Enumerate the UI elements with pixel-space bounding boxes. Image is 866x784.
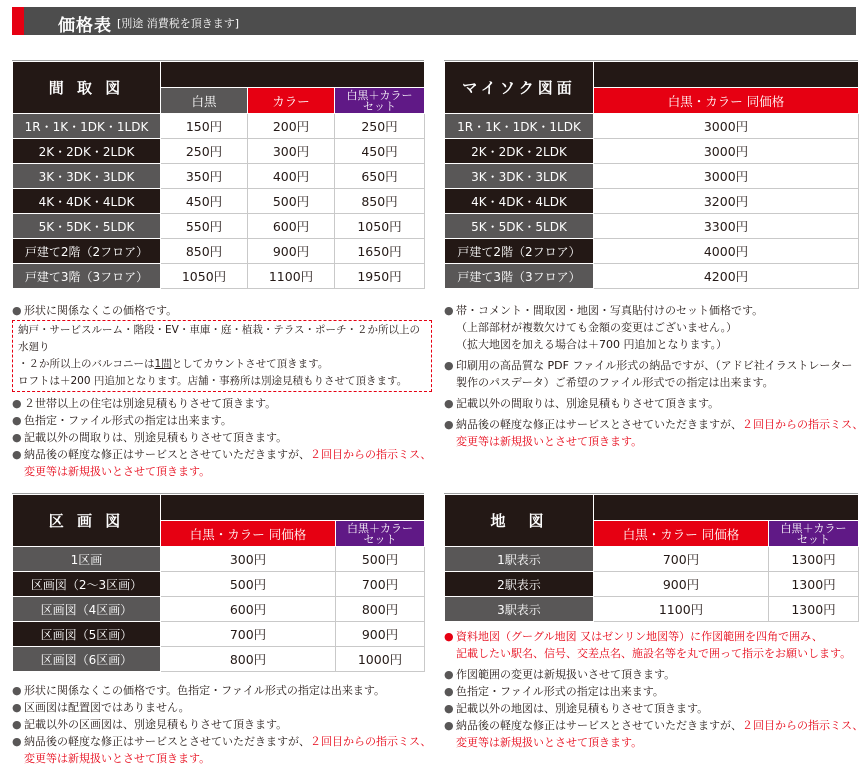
- madori-title: 間 取 図: [13, 62, 161, 114]
- mysoku-notes: [444, 302, 864, 450]
- mysoku-col-same: 白黒・カラー 同価格: [594, 88, 859, 114]
- madori-notes: [12, 302, 432, 480]
- page-subtitle: [別途 消費税を頂きます]: [117, 17, 240, 30]
- chizu-col-set: 白黒＋カラー セット: [769, 521, 859, 547]
- table-row: 3K・3DK・3LDK 350円 400円 650円: [13, 164, 425, 189]
- bullet-icon: ●: [444, 359, 454, 372]
- chizu-notes: [444, 628, 866, 751]
- bullet-icon: ●: [444, 668, 454, 681]
- note-item: ● 印刷用の高品質な PDF ファイル形式の納品ですが、（アドビ社イラストレーター 製作のパスデータ）ご希望のファイル形式での指定は出来ます。: [444, 359, 853, 389]
- madori-table: [12, 61, 425, 289]
- madori-col-color: カラー: [248, 88, 335, 114]
- note-item: ● 納品後の軽度な修正はサービスとさせていただきますが、２回目からの指示ミス、 変更等は新規扱いとさせて頂きます。: [12, 448, 432, 478]
- table-row: 戸建て2階（2フロア） 4000円: [445, 239, 859, 264]
- bullet-icon: ●: [444, 304, 454, 317]
- bullet-icon: ●: [12, 701, 22, 714]
- mysoku-title: マイソク図面: [445, 62, 594, 114]
- table-row: 2駅表示 900円 1300円: [445, 572, 859, 597]
- note-item: ● 帯・コメント・間取図・地図・写真貼付けのセット価格です。 （上部部材が複数欠けても金額の変更はございません。） （拡大地図を加える場合は＋700 円追加となります。）: [444, 304, 764, 351]
- note-item: ● 作図範囲の変更は新規扱いさせて頂きます。: [444, 668, 676, 681]
- kukaku-notes: [12, 682, 432, 767]
- kukaku-col-same: 白黒・カラー 同価格: [161, 521, 336, 547]
- note-item: ● 記載以外の間取りは、別途見積もりさせて頂きます。: [12, 431, 288, 444]
- table-row: 3駅表示 1100円 1300円: [445, 597, 859, 622]
- note-item: ● 記載以外の間取りは、別途見積もりさせて頂きます。: [444, 397, 720, 410]
- note-item: ● 記載以外の地図は、別途見積もりさせて頂きます。: [444, 702, 709, 715]
- note-item: ● 区画図は配置図ではありません。: [12, 701, 190, 714]
- table-row: 1区画 300円 500円: [13, 547, 425, 572]
- note-item: ● 資料地図（グーグル地図 又はゼンリン地図等）に作図範囲を四角で囲み、 記載したい駅名、信号、交差点名、施設名等を丸で囲って指示をお願いします。: [444, 630, 852, 660]
- bullet-icon: ●: [12, 414, 22, 427]
- table-row: 2K・2DK・2LDK 250円 300円 450円: [13, 139, 425, 164]
- bullet-icon: ●: [12, 448, 22, 461]
- note-item: ● 形状に関係なくこの価格です。: [12, 304, 178, 317]
- bullet-icon: ●: [12, 684, 22, 697]
- table-row: 戸建て2階（2フロア） 850円 900円 1650円: [13, 239, 425, 264]
- madori-col-bw: 白黒: [161, 88, 248, 114]
- note-box: 納戸・サービスルーム・階段・EV・車庫・庭・植栽・テラス・ポーチ・２か所以上の水廻り ・２か所以上のバルコニーは1間としてカウントさせて頂きます。 ロフトは＋200 円追加となります。店舗・事務所は別途見積もりさせて頂きます。: [12, 320, 432, 392]
- table-row: 1R・1K・1DK・1LDK 3000円: [445, 114, 859, 139]
- kukaku-head-band: [161, 495, 425, 521]
- table-row: 区画図（2〜3区画） 500円 700円: [13, 572, 425, 597]
- page-title: 価格表: [58, 16, 112, 36]
- table-row: 戸建て3階（3フロア） 4200円: [445, 264, 859, 289]
- mysoku-head-band: [594, 62, 859, 88]
- chizu-head-band: [594, 495, 859, 521]
- note-box-line: ・２か所以上のバルコニーは1間としてカウントさせて頂きます。: [18, 358, 329, 370]
- chizu-col-same: 白黒・カラー 同価格: [594, 521, 769, 547]
- chizu-title: 地 図: [445, 495, 594, 547]
- kukaku-table: [12, 494, 425, 672]
- table-row: 4K・4DK・4LDK 3200円: [445, 189, 859, 214]
- bullet-icon: ●: [12, 304, 22, 317]
- bullet-icon: ●: [444, 685, 454, 698]
- header-accent: [12, 7, 24, 35]
- table-row: 1R・1K・1DK・1LDK 150円 200円 250円: [13, 114, 425, 139]
- bullet-icon: ●: [12, 735, 22, 748]
- madori-col-set: 白黒＋カラー セット: [335, 88, 425, 114]
- note-item: ● 形状に関係なくこの価格です。色指定・ファイル形式の指定は出来ます。: [12, 684, 386, 697]
- bullet-icon: ●: [12, 397, 22, 410]
- note-item: ● 納品後の軽度な修正はサービスとさせていただきますが、２回目からの指示ミス、 変更等は新規扱いとさせて頂きます。: [12, 735, 432, 765]
- madori-head-band: [161, 62, 425, 88]
- table-row: 5K・5DK・5LDK 550円 600円 1050円: [13, 214, 425, 239]
- mysoku-table: [444, 61, 859, 289]
- table-row: 戸建て3階（3フロア） 1050円 1100円 1950円: [13, 264, 425, 289]
- bullet-icon: ●: [444, 702, 454, 715]
- table-row: 3K・3DK・3LDK 3000円: [445, 164, 859, 189]
- bullet-icon: ●: [444, 719, 454, 732]
- table-row: 2K・2DK・2LDK 3000円: [445, 139, 859, 164]
- table-row: 区画図（6区画） 800円 1000円: [13, 647, 425, 672]
- note-item: ● 色指定・ファイル形式の指定は出来ます。: [12, 414, 232, 427]
- bullet-icon: ●: [12, 431, 22, 444]
- chizu-table: [444, 494, 859, 622]
- note-item: ● 納品後の軽度な修正はサービスとさせていただきますが、２回目からの指示ミス、 変更等は新規扱いとさせて頂きます。: [444, 418, 864, 448]
- note-item: ● ２世帯以上の住宅は別途見積もりさせて頂きます。: [12, 397, 277, 410]
- note-item: ● 納品後の軽度な修正はサービスとさせていただきますが、２回目からの指示ミス、 変更等は新規扱いとさせて頂きます。: [444, 719, 864, 749]
- table-row: 区画図（5区画） 700円 900円: [13, 622, 425, 647]
- bullet-icon: ●: [444, 418, 454, 431]
- table-row: 4K・4DK・4LDK 450円 500円 850円: [13, 189, 425, 214]
- kukaku-col-set: 白黒＋カラー セット: [336, 521, 425, 547]
- bullet-icon: ●: [444, 397, 454, 410]
- bullet-icon: ●: [12, 718, 22, 731]
- note-item: ● 色指定・ファイル形式の指定は出来ます。: [444, 685, 664, 698]
- note-item: ● 記載以外の区画図は、別途見積もりさせて頂きます。: [12, 718, 288, 731]
- table-row: 1駅表示 700円 1300円: [445, 547, 859, 572]
- kukaku-title: 区 画 図: [13, 495, 161, 547]
- page-header: [0, 0, 866, 38]
- table-row: 5K・5DK・5LDK 3300円: [445, 214, 859, 239]
- bullet-icon: ●: [444, 630, 454, 643]
- table-row: 区画図（4区画） 600円 800円: [13, 597, 425, 622]
